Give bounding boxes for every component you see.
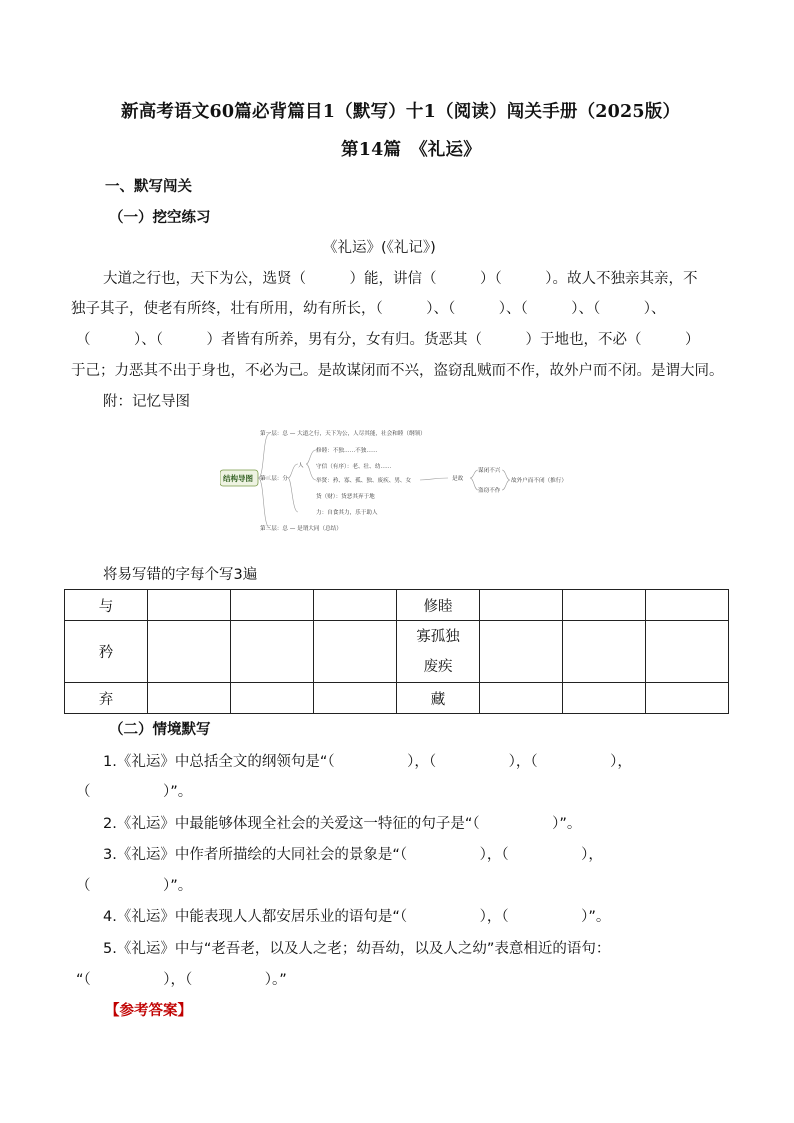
appendix-label: 附：记忆导图	[103, 394, 190, 410]
table-cell[interactable]	[480, 683, 563, 714]
document-title: 新高考语文60篇必背篇目1（默写）十1（阅读）闯关手册（2025版）	[121, 102, 681, 122]
subsection-heading: （一）挖空练习	[109, 210, 211, 226]
reference-answer-label: 【参考答案】	[105, 1003, 192, 1019]
table-cell-line: 寡孤独	[416, 628, 460, 645]
table-cell[interactable]	[646, 683, 729, 714]
question-3-cont: （ ）”。	[76, 878, 193, 894]
practice-table	[64, 589, 729, 714]
question-5-cont: “（ ），（ ）。”	[76, 972, 287, 988]
table-cell[interactable]	[563, 683, 646, 714]
subsection-heading: （二）情境默写	[109, 722, 211, 738]
passage-line: 于己；力恶其不出于身也，不必为己。是故谋闭而不兴，盗窃乱贼而不作，故外户而不闭。是谓大同。	[71, 363, 724, 379]
table-cell[interactable]	[148, 590, 231, 621]
table-cell[interactable]	[480, 621, 563, 683]
mind-map-huo: 货（财）：货恶其弃于地	[316, 494, 375, 500]
table-cell-line: 废疾	[423, 658, 453, 675]
mind-map-level3: 第三层：总 — 是谓大同（总结）	[260, 526, 342, 532]
question-1: 1.《礼运》中总括全文的纲领句是“（ ），（ ），（ ），	[103, 754, 632, 770]
table-cell	[397, 621, 480, 683]
mind-map-li: 力：自食其力，乐于助人	[316, 510, 378, 516]
passage-title: 《礼运》(《礼记》)	[323, 240, 436, 256]
mind-map-ren: 人	[298, 463, 304, 469]
passage-line: 大道之行也，天下为公，选贤（ ）能，讲信（ ）（ ）。故人不独亲其亲，不	[103, 271, 698, 287]
question-5: 5.《礼运》中与“老吾老，以及人之老；幼吾幼，以及人之幼”表意相近的语句：	[103, 941, 611, 957]
mind-map-root: 结构导图	[223, 474, 253, 483]
practice-label: 将易写错的字每个写3遍	[103, 567, 258, 583]
table-cell[interactable]	[646, 590, 729, 621]
mind-map-gu: 是故	[452, 476, 464, 482]
table-cell[interactable]	[480, 590, 563, 621]
table-cell: 藏	[397, 683, 480, 714]
mind-map-level1: 第一层：总 — 大道之行，天下为公，人尽其能，社会和睦（纲领）	[260, 431, 426, 437]
table-cell[interactable]	[148, 621, 231, 683]
question-1-cont: （ ）”。	[76, 784, 193, 800]
mind-map	[220, 420, 570, 538]
mind-map-level2: 第二层：分	[260, 476, 288, 482]
passage-line: （ ）、（ ）者皆有所养，男有分，女有归。货恶其（ ）于地也，不必（ ）	[76, 332, 700, 348]
mind-map-jiangxin: 修睦：不独……不独……	[316, 448, 378, 454]
mind-map-waihu: 故外户而不闭（推行）	[511, 478, 567, 484]
table-cell[interactable]	[314, 621, 397, 683]
table-cell: 与	[65, 590, 148, 621]
table-cell[interactable]	[563, 621, 646, 683]
passage-line: 独子其子，使老有所终，壮有所用，幼有所长，（ ）、（ ）、（ ）、（ ）、	[71, 301, 666, 317]
table-cell: 弃	[65, 683, 148, 714]
mind-map-moubi: 谋闭不兴	[478, 468, 501, 474]
mind-map-shouxin: 守信（有序）：老、壮、幼……	[316, 464, 392, 470]
question-2: 2.《礼运》中最能够体现全社会的关爱这一特征的句子是“（ ）”。	[103, 816, 582, 832]
table-cell[interactable]	[646, 621, 729, 683]
table-cell[interactable]	[314, 590, 397, 621]
table-cell: 矜	[65, 621, 148, 683]
table-cell[interactable]	[231, 590, 314, 621]
table-cell[interactable]	[314, 683, 397, 714]
section-heading: 一、默写闯关	[105, 179, 192, 195]
mind-map-daoqie: 盗窃不作	[478, 488, 501, 494]
table-cell: 修睦	[397, 590, 480, 621]
table-cell[interactable]	[231, 621, 314, 683]
chapter-title: 第14篇 《礼运》	[341, 140, 481, 160]
table-cell[interactable]	[563, 590, 646, 621]
table-cell[interactable]	[148, 683, 231, 714]
question-3: 3.《礼运》中作者所描绘的大同社会的景象是“（ ），（ ），	[103, 847, 603, 863]
mind-map-juxian: 举贤：矜、寡、孤、独、废疾、男、女	[316, 478, 412, 484]
table-cell[interactable]	[231, 683, 314, 714]
question-4: 4.《礼运》中能表现人人都安居乐业的语句是“（ ），（ ）”。	[103, 909, 611, 925]
